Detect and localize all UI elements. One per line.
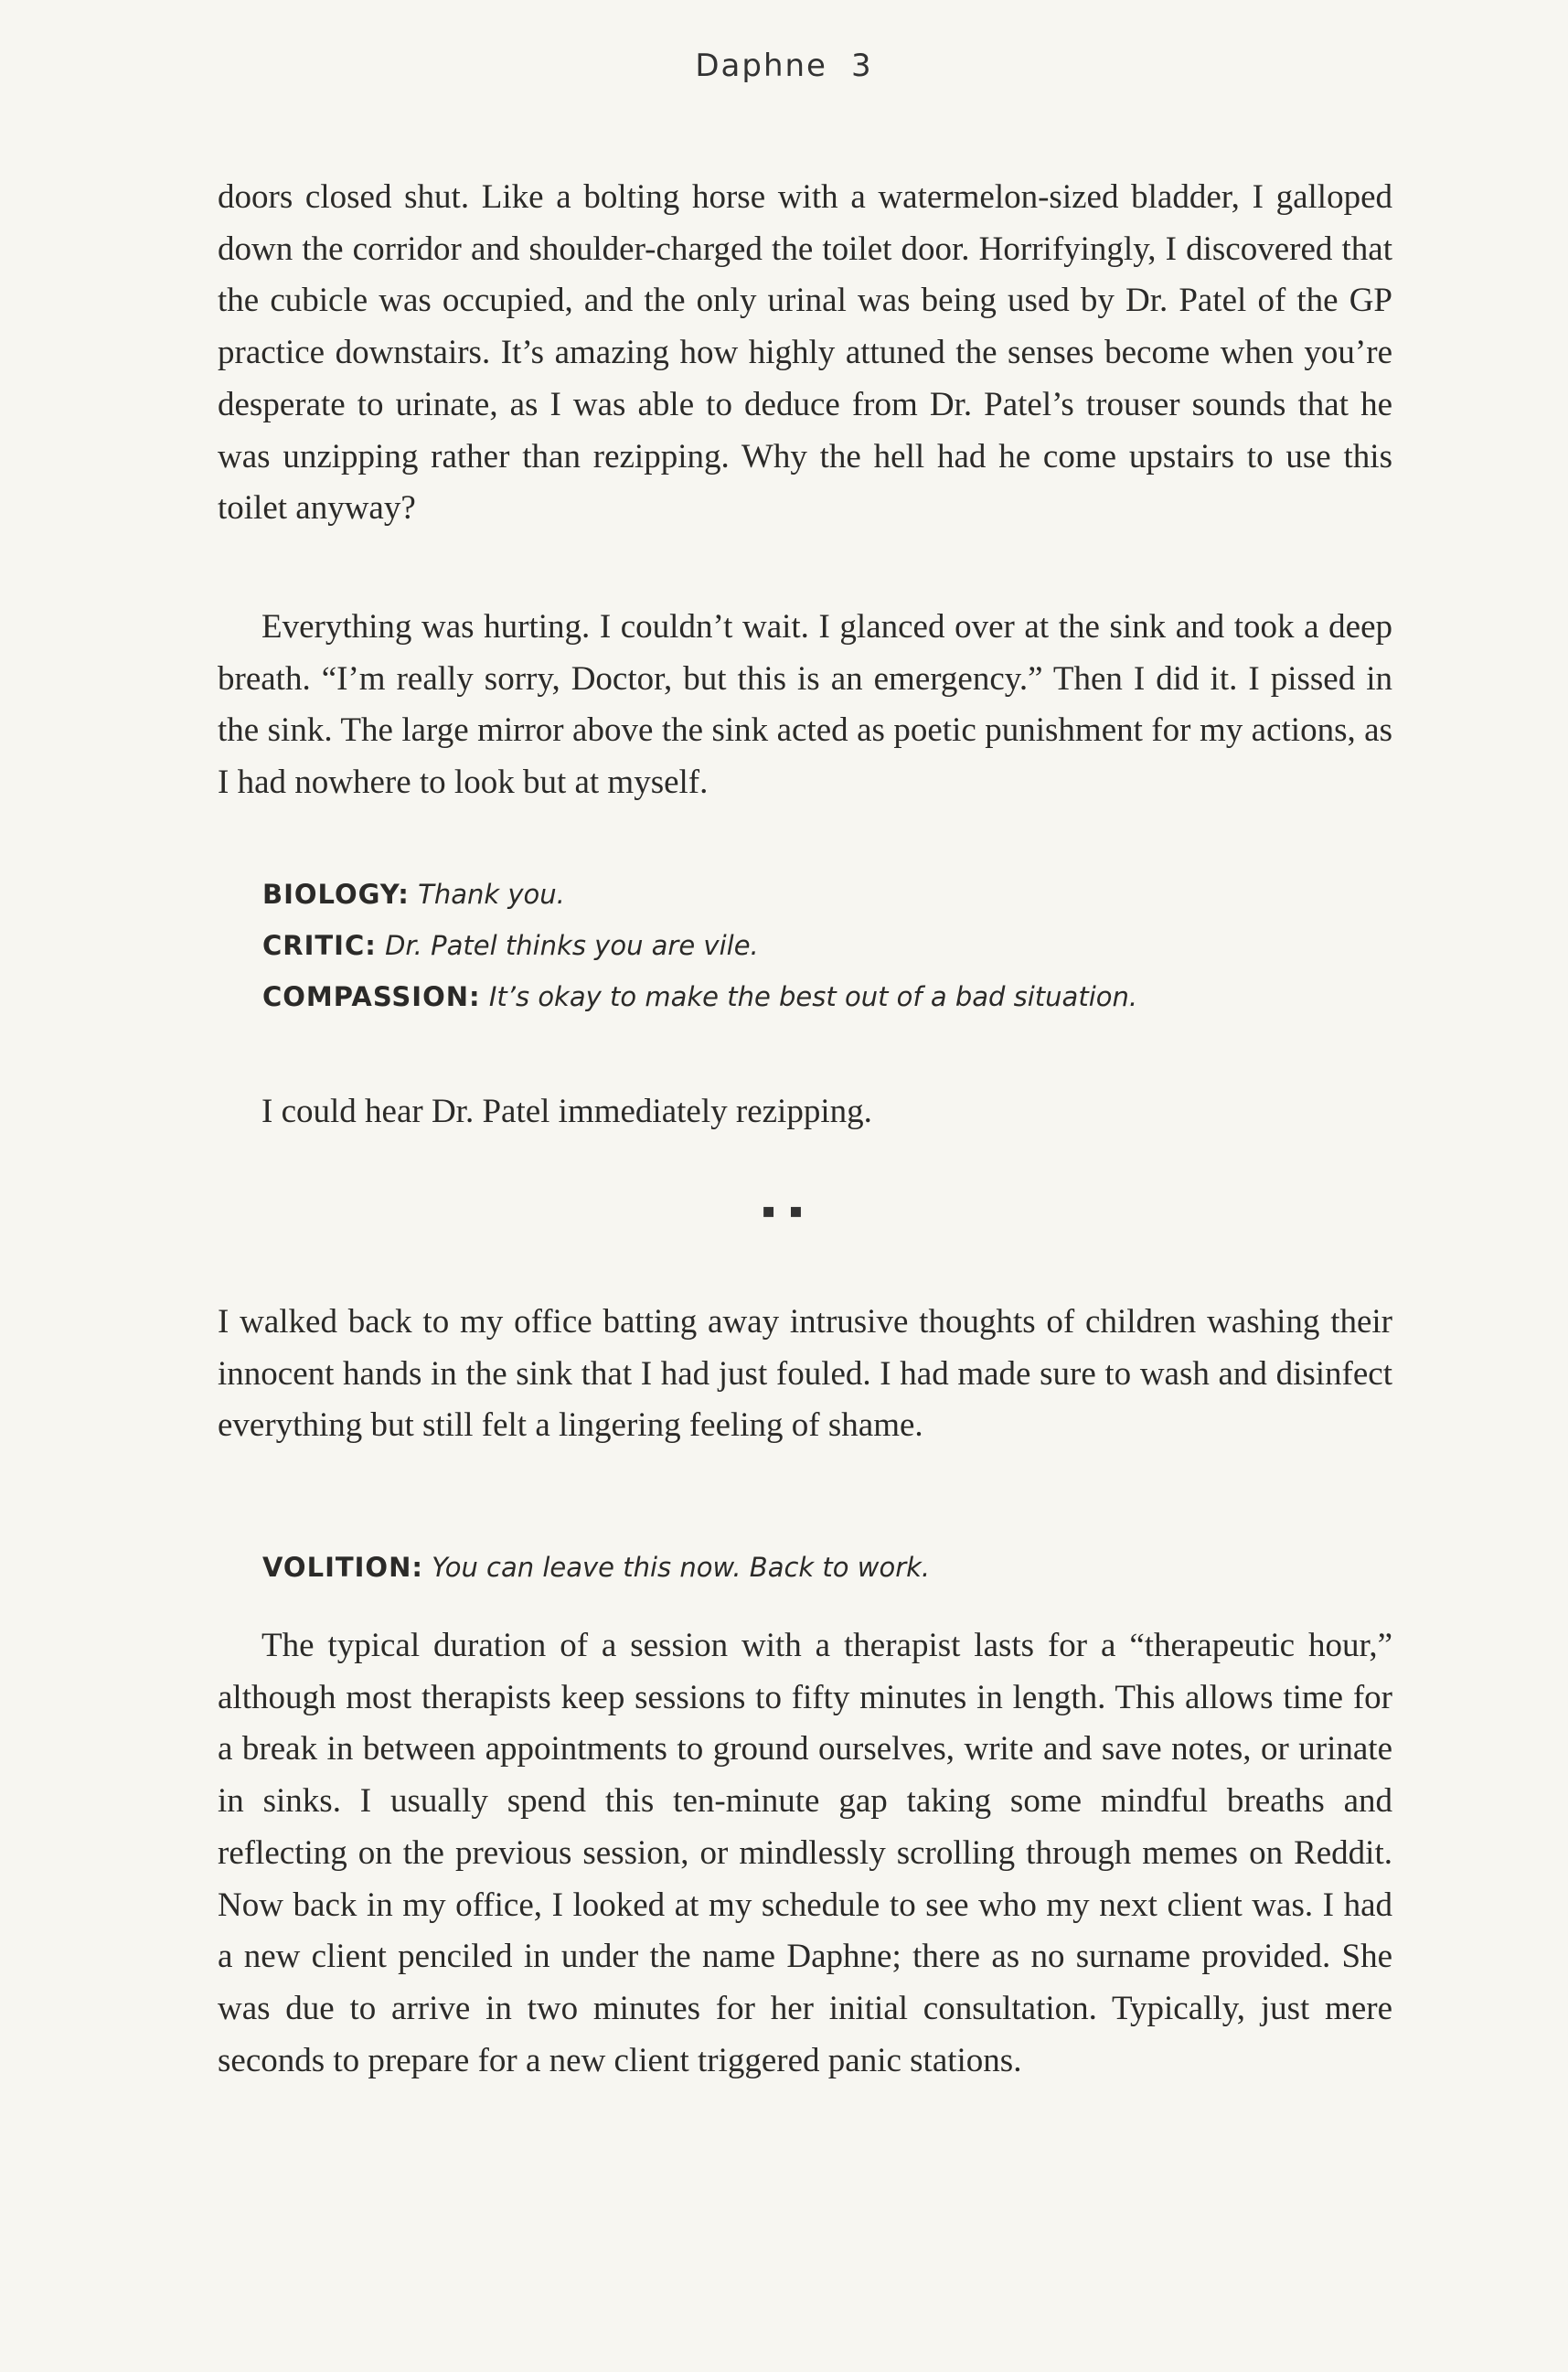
header-title: Daphne	[695, 48, 827, 84]
dialogue-text: Thank you.	[418, 879, 565, 910]
dialogue-text: You can leave this now. Back to work.	[432, 1552, 931, 1583]
paragraph-4: I walked back to my office batting away intrusive thoughts of children washing their innocent hands in the sink that I had just fouled. I had made sure to wash and disinfect everything but still felt a lingering feeling of shame.	[218, 1303, 1392, 1445]
paragraph-2: Everything was hurting. I couldn’t wait. I glanced over at the sink and took a deep breath. “I’m really sorry, Doctor, but this is an emergency.” Then I did it. I pissed in the sink. The large mirror above the sink acted as poetic punishment for my actions, as I had nowhere to look but at myself.	[218, 608, 1392, 802]
paragraph-1: doors closed shut. Like a bolting horse with a watermelon-sized bladder, I galloped down the corridor and shoulder-charged the toilet door. Horrifyingly, I discovered that the cubicle was occupied, and the only urinal was being used by Dr. Patel of the GP practice downstairs. It’s amazing how highly attuned the senses become when you’re desperate to urinate, as I was able to deduce from Dr. Patel’s trouser sounds that he was unzipping rather than rezipping. Why the hell had he come upstairs to use this toilet anyway?	[218, 178, 1392, 528]
paragraph-5: The typical duration of a session with a therapist lasts for a “therapeutic hour,” although most therapists keep sessions to fifty minutes in length. This allows time for a break in between appointments to ground ourselves, write and save notes, or urinate in sinks. I usually spend this ten-minute gap taking some mindful breaths and reflecting on the previous session, or mindlessly scrolling through memes on Reddit. Now back in my office, I looked at my schedule to see who my next client was. I had a new client penciled in under the name Daphne; there as no surname provided. She was due to arrive in two minutes for her initial consultation. Typically, just mere seconds to prepare for a new client triggered panic stations.	[218, 1627, 1392, 2079]
paragraph-2-block	[218, 602, 1392, 809]
paragraph-4-block	[218, 1297, 1392, 1452]
speaker-label: COMPASSION:	[262, 981, 481, 1012]
dialogue-line	[262, 869, 1392, 920]
speaker-label: BIOLOGY:	[262, 879, 410, 910]
running-header	[0, 48, 1568, 84]
dialogue-text: It’s okay to make the best out of a bad situation.	[488, 981, 1138, 1012]
dialogue-line	[262, 920, 1392, 971]
paragraph-3-block	[218, 1086, 1392, 1138]
dialogue-line	[262, 971, 1392, 1022]
dialogue-block-2	[262, 1542, 1392, 1593]
dialogue-block-1	[262, 869, 1392, 1022]
speaker-label: CRITIC:	[262, 930, 377, 961]
page-number: 3	[850, 48, 873, 84]
section-separator: ▪ ▪	[762, 1200, 806, 1223]
paragraph-3: I could hear Dr. Patel immediately rezipping.	[261, 1093, 872, 1130]
speaker-label: VOLITION:	[262, 1552, 423, 1583]
paragraph-1-block	[218, 172, 1392, 535]
dialogue-text: Dr. Patel thinks you are vile.	[385, 930, 759, 961]
paragraph-5-block	[218, 1620, 1392, 2087]
dialogue-line	[262, 1542, 1392, 1593]
